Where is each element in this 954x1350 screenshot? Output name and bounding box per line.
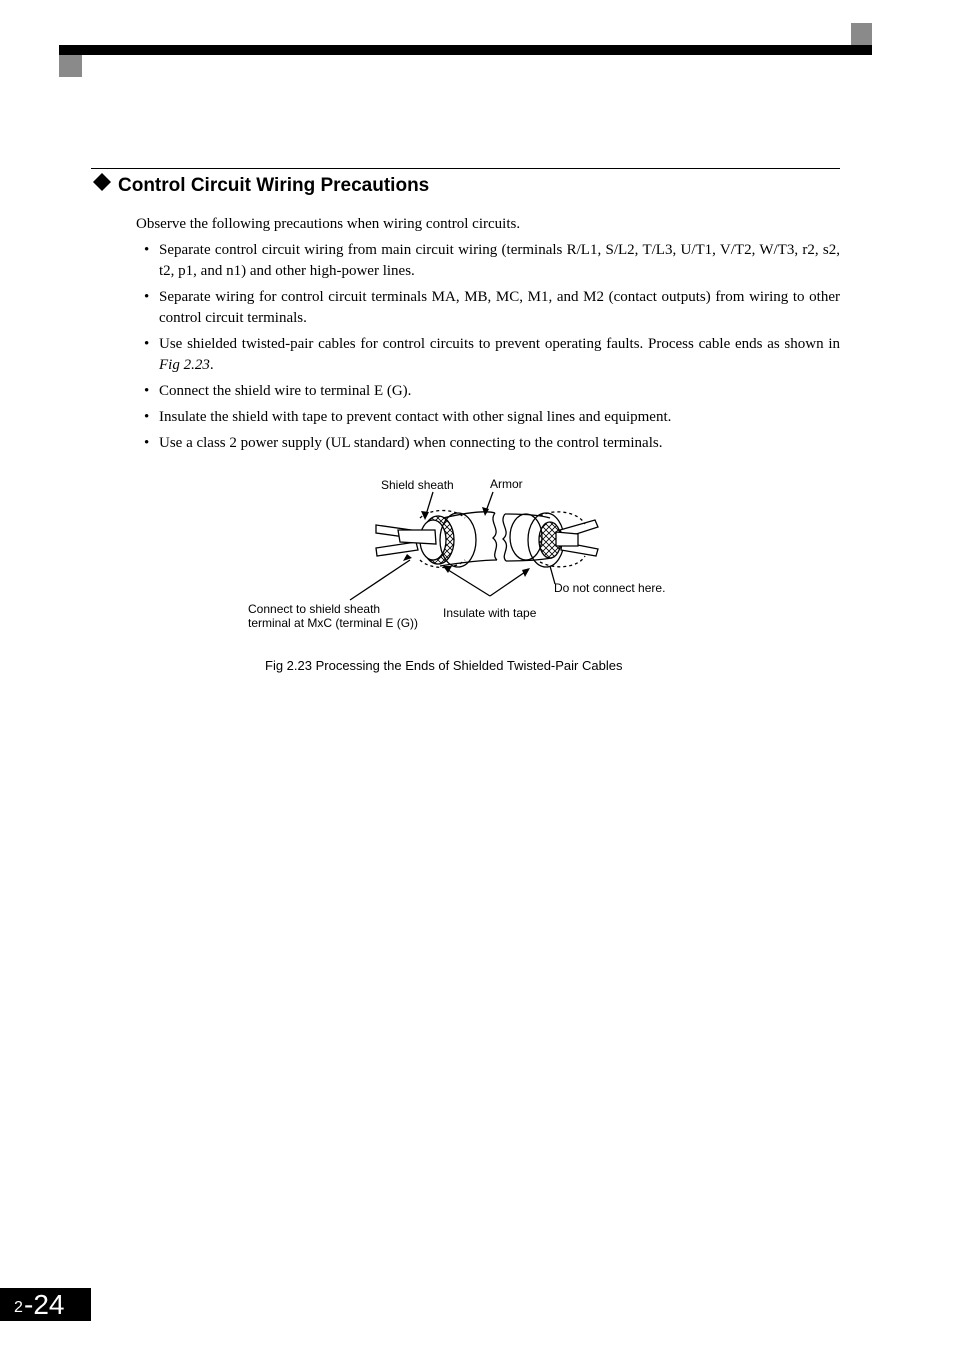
section-title: Control Circuit Wiring Precautions [118, 175, 430, 196]
label-connect-shield-line1: Connect to shield sheath [248, 602, 381, 616]
page-number: -24 [24, 1289, 65, 1320]
label-shield-sheath: Shield sheath [381, 478, 454, 492]
diamond-bullet-icon [93, 173, 113, 198]
label-do-not-connect: Do not connect here. [554, 581, 666, 595]
list-item: • Insulate the shield with tape to prevent contact with other signal lines and equipment. [144, 407, 840, 428]
label-connect-shield-line2: terminal at MxC (terminal E (G)) [248, 616, 419, 630]
header-rule [59, 45, 872, 55]
list-item [144, 334, 840, 376]
section-heading [93, 173, 429, 198]
cable-diagram [240, 470, 710, 640]
list-item: • Connect the shield wire to terminal E (G). [144, 381, 840, 402]
label-armor: Armor [490, 477, 523, 491]
list-item-text-end: . [209, 357, 214, 373]
section-rule [91, 168, 840, 169]
list-item: • Use a class 2 power supply (UL standard) when connecting to the control terminals. [144, 433, 840, 454]
list-item-text: Use shielded twisted-pair cables for control circuits to prevent operating faults. Process cable ends as shown in [159, 336, 840, 352]
precaution-list [144, 240, 840, 459]
chapter-number: 2 [14, 1299, 23, 1316]
header-corner-marker-right [851, 23, 872, 45]
intro-paragraph: Observe the following precautions when wiring control circuits. [136, 216, 521, 232]
page-number-tab [0, 1288, 91, 1321]
figure-reference: Fig 2.23 [159, 357, 210, 373]
list-item: • Separate control circuit wiring from main circuit wiring (terminals R/L1, S/L2, T/L3, U/T1, V/T2, W/T3, r2, s2, t2, p1, and n1) and other high-power lines. [144, 240, 840, 282]
label-insulate-with-tape: Insulate with tape [443, 606, 537, 620]
figure-caption: Fig 2.23 Processing the Ends of Shielded Twisted-Pair Cables [265, 658, 623, 673]
list-item: • Separate wiring for control circuit terminals MA, MB, MC, M1, and M2 (contact outputs) from wiring to other control circuit terminals. [144, 287, 840, 329]
header-corner-marker-left [59, 55, 82, 77]
